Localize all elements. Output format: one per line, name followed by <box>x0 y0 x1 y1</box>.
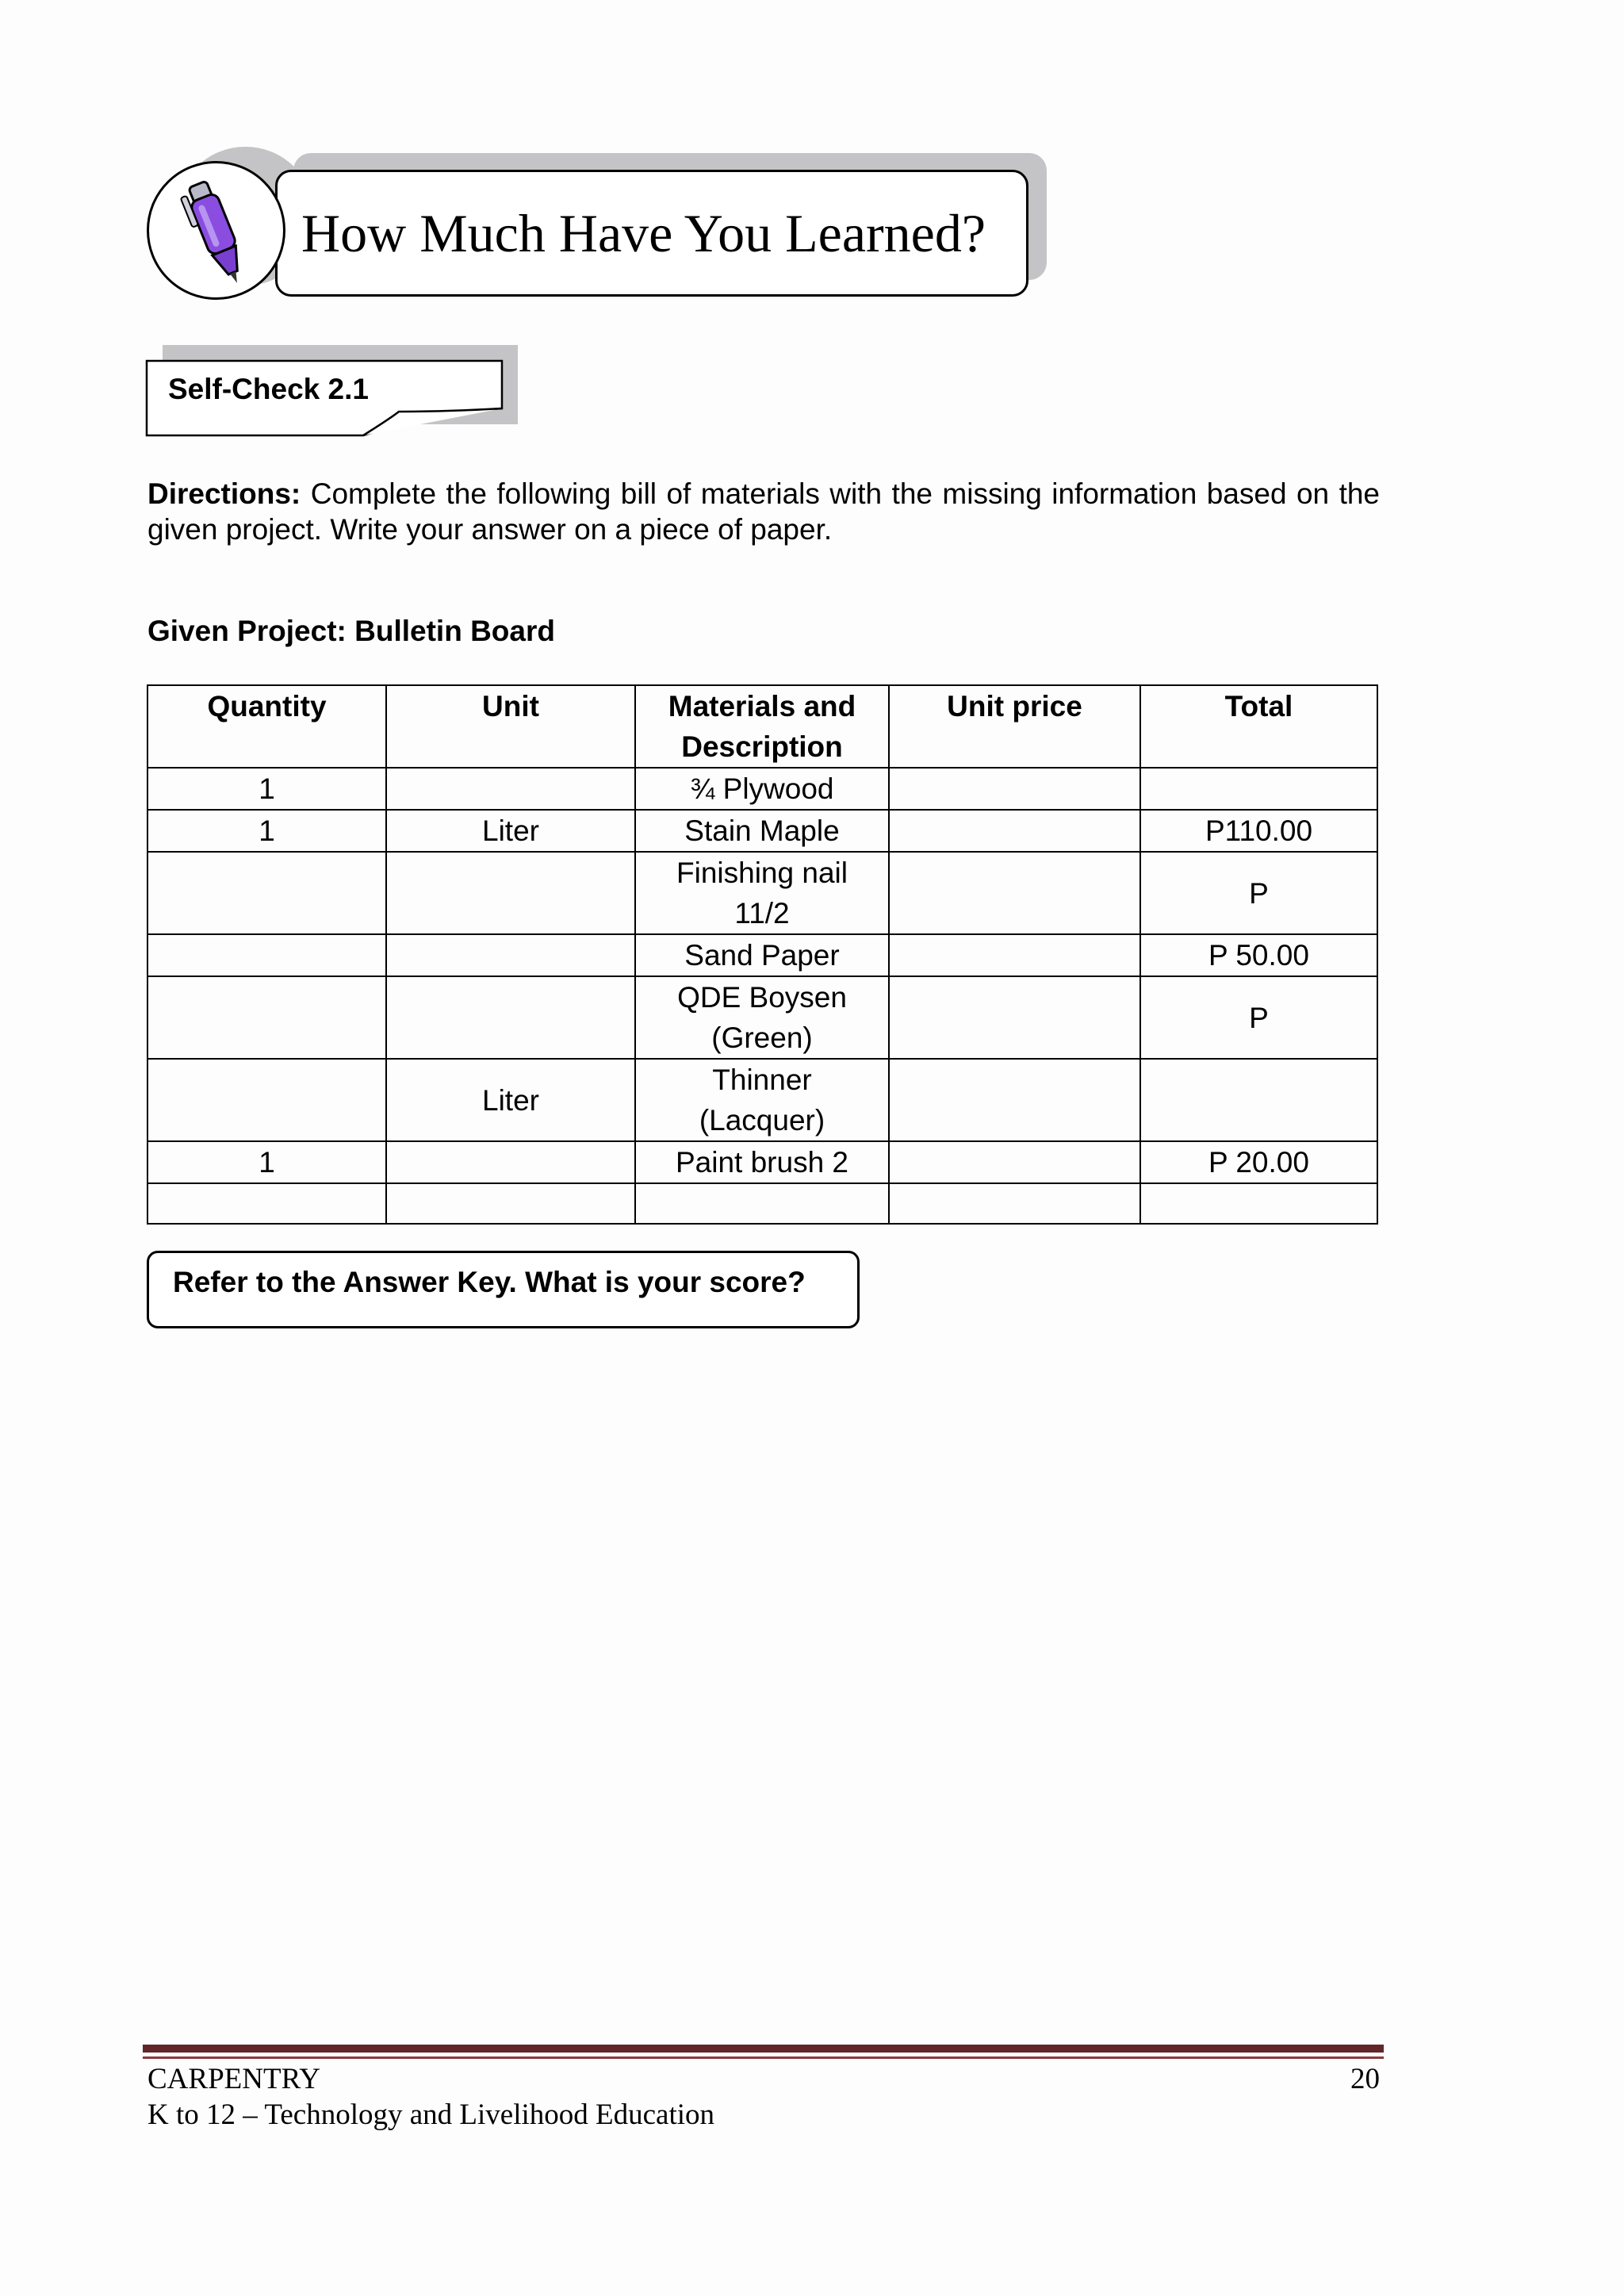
unit-price-cell <box>889 810 1140 852</box>
quantity-cell: 1 <box>147 810 386 852</box>
table-row <box>147 768 1377 810</box>
quantity-cell: 1 <box>147 768 386 810</box>
total-cell: P <box>1140 976 1377 1059</box>
pen-icon <box>147 161 285 300</box>
total-cell: P 50.00 <box>1140 934 1377 976</box>
total-cell: P <box>1140 852 1377 934</box>
column-header-materials: Materials and Description <box>635 685 889 768</box>
unit-price-cell <box>889 1059 1140 1141</box>
unit-cell <box>386 934 635 976</box>
table-row <box>147 1141 1377 1183</box>
unit-cell <box>386 976 635 1059</box>
column-header-unit: Unit <box>386 685 635 768</box>
material-cell: Finishing nail 11/2 <box>635 852 889 934</box>
material-cell: QDE Boysen (Green) <box>635 976 889 1059</box>
unit-cell <box>386 852 635 934</box>
table-row <box>147 976 1377 1059</box>
unit-price-cell <box>889 1183 1140 1224</box>
table-row <box>147 852 1377 934</box>
column-header-total: Total <box>1140 685 1377 768</box>
total-cell: P 20.00 <box>1140 1141 1377 1183</box>
unit-cell: Liter <box>386 810 635 852</box>
material-cell: Thinner (Lacquer) <box>635 1059 889 1141</box>
unit-cell: Liter <box>386 1059 635 1141</box>
quantity-cell <box>147 934 386 976</box>
column-header-quantity: Quantity <box>147 685 386 768</box>
table-row <box>147 1183 1377 1224</box>
total-cell <box>1140 1183 1377 1224</box>
table-header-row <box>147 685 1377 768</box>
unit-cell <box>386 768 635 810</box>
material-cell: ¾ Plywood <box>635 768 889 810</box>
given-project: Given Project: Bulletin Board <box>147 615 555 647</box>
page-title: How Much Have You Learned? <box>301 202 986 263</box>
table-row <box>147 1059 1377 1141</box>
quantity-cell: 1 <box>147 1141 386 1183</box>
quantity-cell <box>147 1059 386 1141</box>
total-cell <box>1140 768 1377 810</box>
total-cell <box>1140 1059 1377 1141</box>
directions-text: Complete the following bill of materials with the missing information based on the given project. Write your answer on a piece of paper. <box>147 477 1381 546</box>
unit-price-cell <box>889 976 1140 1059</box>
directions-label: Directions: <box>147 477 301 510</box>
bill-of-materials-table <box>147 684 1378 1225</box>
page-number: 20 <box>1350 2063 1380 2095</box>
title-banner <box>275 170 1028 297</box>
material-cell: Stain Maple <box>635 810 889 852</box>
directions <box>147 476 1380 547</box>
score-prompt: Refer to the Answer Key. What is your score? <box>173 1266 806 1298</box>
score-prompt-box <box>147 1251 860 1328</box>
footer-course: K to 12 – Technology and Livelihood Education <box>147 2099 715 2131</box>
unit-price-cell <box>889 852 1140 934</box>
material-cell: Sand Paper <box>635 934 889 976</box>
material-cell <box>635 1183 889 1224</box>
quantity-cell <box>147 976 386 1059</box>
quantity-cell <box>147 1183 386 1224</box>
self-check-label: Self-Check 2.1 <box>168 373 369 405</box>
unit-cell <box>386 1141 635 1183</box>
footer-subject: CARPENTRY <box>147 2063 320 2095</box>
unit-price-cell <box>889 768 1140 810</box>
total-cell: P110.00 <box>1140 810 1377 852</box>
column-header-unit-price: Unit price <box>889 685 1140 768</box>
unit-price-cell <box>889 1141 1140 1183</box>
unit-price-cell <box>889 934 1140 976</box>
footer-rule <box>143 2045 1384 2053</box>
unit-cell <box>386 1183 635 1224</box>
material-cell: Paint brush 2 <box>635 1141 889 1183</box>
quantity-cell <box>147 852 386 934</box>
table-row <box>147 810 1377 852</box>
table-row <box>147 934 1377 976</box>
footer-rule-thin <box>143 2056 1384 2059</box>
